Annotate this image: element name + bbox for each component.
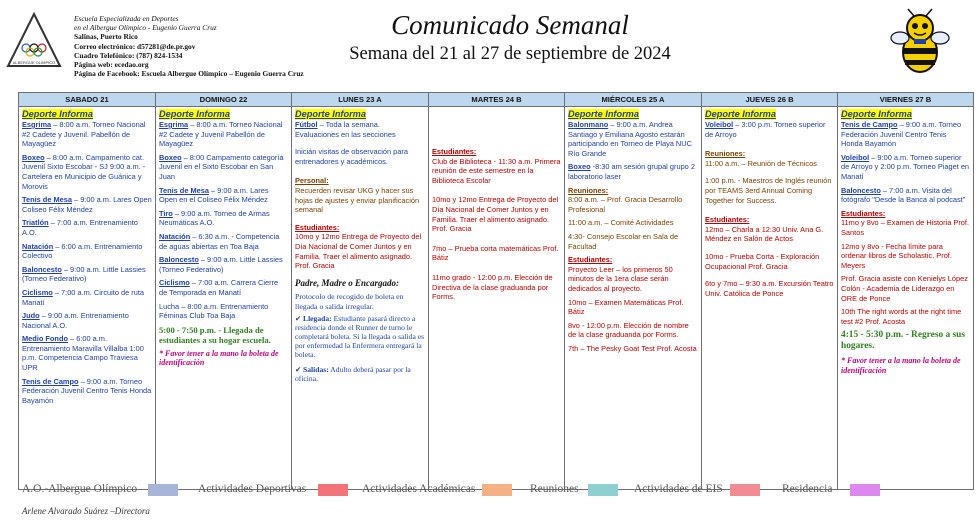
spacer	[432, 109, 561, 147]
personal-text: Recuerden revisar UKG y hacer sus hojas de ajustes y enviar planificación semanal	[295, 185, 420, 215]
list-item	[159, 302, 288, 321]
day-header-viernes: VIERNES 27 B	[838, 93, 974, 107]
school-email: Correo electrónico: d57281@de.pr.gov	[74, 41, 196, 51]
sport-detail: – 9:00 a.m. Lares Open Coliseo Félix Méndez	[22, 195, 152, 214]
legend-swatch-eis	[730, 484, 760, 496]
legend-label-academicas: Actividades Académicas	[362, 483, 476, 495]
sport-name: Ciclismo	[159, 278, 190, 288]
list-item	[841, 186, 970, 205]
sport-detail: – 7:00 a.m. Visita del fotógrafo "Desde la Banca al podcast"	[841, 185, 966, 205]
sport-detail: – 8:00 a.m. Torneo Nacional #2 Cadete y Juvenil. Pabellón de Mayagüez	[22, 120, 146, 149]
day-header-jueves: JUEVES 26 B	[702, 93, 838, 107]
checkmark-icon: ✔	[295, 313, 302, 323]
list-item	[159, 120, 288, 149]
deporte-informa-label: Deporte Informa	[568, 109, 639, 119]
list-item: 8vo - 12:00 p.m. Elección de nombre de la clase graduanda por Forms.	[568, 320, 689, 340]
list-item	[568, 162, 698, 181]
sport-name: Voleibol	[705, 120, 734, 129]
parent-title: Padre, Madre o Encargado:	[295, 277, 399, 288]
day-header-lunes: LUNES 23 A	[292, 93, 429, 107]
legend-swatch-academicas	[482, 484, 512, 496]
list-item	[159, 232, 288, 251]
bee-mascot-icon	[890, 8, 950, 76]
sport-name: Boxeo	[159, 152, 182, 162]
meetings-label: Reuniones:	[568, 185, 609, 195]
sport-detail: – 8:00 a.m. Torneo Nacional #2 Cadete y Juvenil Pabellón de Mayagüez	[159, 120, 283, 149]
sport-detail: – 9:00 a.m. Andrea Santiago y Emiliana Agosto estarán participando en Torneo de Playa NUC Río Grande	[568, 120, 692, 158]
legend-label-residencia: Residencia	[782, 483, 833, 495]
sport-name: Esgrima	[22, 120, 52, 129]
list-item	[568, 120, 698, 158]
llegada-label: Llegada:	[303, 313, 332, 323]
logo-text: ALBERGUE OLIMPICO	[12, 60, 56, 65]
day-cell-viernes	[838, 107, 974, 490]
list-item	[22, 265, 152, 284]
day-header-martes: MARTES 24 B	[429, 93, 565, 107]
day-cell-jueves	[702, 107, 838, 490]
id-note: * Favor tener a la mano la boleta de identificación	[841, 356, 961, 375]
list-item: 10mo - Prueba Corta - Exploración Ocupacional Prof. Gracia	[705, 251, 820, 271]
list-item: Club de Biblioteca - 11:30 a.m. Primera reunión de este semestre en la Biblioteca Escolar	[432, 156, 561, 185]
day-cell-lunes	[292, 107, 429, 490]
list-item: 11mo y 8vo – Examen de Historia Prof. Santos	[841, 218, 970, 237]
list-item: 8:00 a.m. – Prof. Gracia Desarrollo Profesional	[568, 195, 683, 214]
sport-name: Tenis de Mesa	[159, 185, 209, 195]
day-cell-martes	[429, 107, 565, 490]
llegada-text: Estudiante pasará directo a residencia donde el Runner de turno le completará boleta. Si la llegada o salida es por enfermedad la Enfermera entregará la boleta.	[295, 313, 425, 359]
sport-name: Tiro	[159, 208, 173, 218]
sport-name: Baloncesto	[22, 264, 62, 274]
school-info	[74, 14, 304, 78]
list-item: Proyecto Leer – los primeros 50 minutos de la 1era clase serán dedicados al proyecto.	[568, 264, 673, 293]
page-title: Comunicado Semanal	[391, 10, 629, 40]
sport-name: Baloncesto	[159, 255, 199, 265]
sport-name: Natación	[159, 231, 191, 241]
sport-detail: – 9:00 a.m. Torneo Federación Juvenil Centro Tenis Honda Bayamón	[22, 376, 152, 405]
day-cell-sabado	[19, 107, 156, 490]
sport-name: Medio Fondo	[22, 334, 68, 344]
deporte-informa-label: Deporte Informa	[705, 109, 776, 119]
list-item: 12mo – Charla a 12:30 Univ. Ana G. Méndez en Salón de Actos	[705, 224, 824, 244]
list-item	[22, 195, 152, 214]
list-item	[841, 153, 970, 182]
legend-label-eis: Actividades de EIS	[634, 483, 723, 495]
sport-detail: – 9:00 a.m. Entrenamiento Nacional A.O.	[22, 311, 129, 330]
sport-detail: – Toda la semana. Evaluaciones en las secciones	[295, 120, 396, 139]
sport-detail: – 6:30 a.m. - Competencia de aguas abiertas en Toa Baja	[159, 231, 280, 251]
sport-detail: Lucha – 8:00 a.m. Entrenamiento Féminas Club Toa Baja	[159, 301, 269, 321]
sport-detail: – 8:00 a.m. Campamento cat. Juvenil Sixto Escobar - SJ 9:00 a.m. - Cartelera en Municipio de Guánica y Morovis	[22, 152, 146, 191]
school-name-line2: en el Albergue Olímpico - Eugenio Guerra Cruz	[74, 23, 217, 33]
list-item	[22, 377, 152, 406]
list-item: 7th – The Pesky Goat Test Prof. Acosta	[568, 343, 697, 353]
sport-name: Voleibol	[841, 152, 870, 162]
students-text: 10mo y 12mo Entrega de Proyecto del Día Nacional de Comer Juntos y en Familia. Traer el alimento asignado. Prof. Gracia	[295, 232, 422, 271]
sport-detail: – 9:00 a.m. Little Lassies (Torneo Federativo)	[159, 255, 283, 274]
personal-label: Personal:	[295, 176, 329, 186]
salidas-item	[295, 365, 425, 383]
list-item: 7mo – Prueba corta matemáticas Prof. Bátiz	[432, 243, 559, 263]
sport-name: Tenis de Mesa	[22, 195, 72, 205]
day-cell-domingo	[156, 107, 292, 490]
sport-detail: – 9:00 a.m. Lares Open en el Coliseo Félix Méndez	[159, 185, 269, 205]
legend-label-deportivas: Actividades Deportivas	[198, 483, 307, 495]
students-label: Estudiantes:	[705, 215, 750, 225]
sport-detail: – 9:00 a.m. Torneo de Armas Neumáticas A.O.	[159, 208, 270, 228]
arrival-notice: 5:00 - 7:50 p.m. - Llegada de estudiantes a su hogar escuela.	[159, 324, 271, 345]
sport-detail: – 9:00 a.m. Little Lassies (Torneo Federativo)	[22, 264, 146, 284]
observation-notice: Inicián visitas de observación para entrenadores y académicos.	[295, 147, 408, 166]
sport-name: Boxeo	[22, 152, 45, 162]
return-notice: 4:15 - 5:30 p.m. - Regreso a sus hogares.	[841, 330, 966, 352]
list-item	[22, 288, 152, 307]
sport-detail: – 9:00 a.m. Torneo Federación Juvenil Centro Tenis Honda Bayamón	[841, 120, 962, 149]
deporte-informa-label: Deporte Informa	[22, 109, 93, 119]
sport-detail: – 7:00 a.m. Entrenamiento A.O.	[22, 218, 138, 237]
legend-label-albergue: A.O.-Albergue Olímpico	[22, 483, 138, 495]
list-item: 10th The right words at the right time test #2 Prof. Acosta	[841, 307, 962, 326]
students-label: Estudiantes:	[841, 208, 886, 218]
list-item	[22, 218, 152, 237]
day-cell-miercoles	[565, 107, 702, 490]
header	[0, 0, 980, 92]
sport-name: Triatlón	[22, 218, 49, 228]
llegada-item	[295, 314, 425, 359]
legend-swatch-albergue	[148, 484, 178, 496]
id-note: * Favor tener a la mano la boleta de identificación	[159, 348, 279, 368]
sport-detail: – 6:00 a.m. Entrenamiento Maravilla Villalba 1:00 p.m. Competencia Campo Traviesa UPR	[22, 334, 144, 373]
legend-label-reuniones: Reuniones	[530, 483, 579, 495]
deporte-informa-label: Deporte Informa	[841, 109, 912, 119]
list-item: 1:00 p.m. - Maestros de Inglés reunión por TEAMS 3erd Annual Coming Together for Success.	[705, 176, 832, 205]
sport-detail: – 6:00 a.m. Entrenamiento Colectivo	[22, 241, 143, 261]
list-item	[159, 153, 288, 182]
day-header-domingo: DOMINGO 22	[156, 93, 292, 107]
legend-swatch-residencia	[850, 484, 880, 496]
list-item: 10mo – Examen Matemáticas Prof. Bátiz	[568, 297, 684, 317]
students-label: Estudiantes:	[295, 222, 340, 232]
list-item	[159, 255, 288, 274]
students-label: Estudiantes:	[432, 147, 477, 156]
sport-name: Ciclismo	[22, 287, 53, 297]
list-item: 12mo y 8vo - Fecha límite para ordenar libros de Scholastic. Prof. Meyers	[841, 241, 952, 270]
deporte-informa-label: Deporte Informa	[295, 109, 366, 119]
list-item	[295, 120, 425, 139]
parent-text: Protocolo de recogido de boleta en llegada o salida irregular.	[295, 292, 404, 311]
list-item	[841, 120, 970, 149]
sport-name: Tenis de Campo	[22, 376, 79, 386]
list-item: 11:00 a.m. – Comité Actividades	[568, 218, 674, 228]
list-item	[22, 153, 152, 191]
list-item	[159, 186, 288, 205]
sport-detail: – 8:00 Campamento categoría Juvenil en el Sixto Escobar en San Juan	[159, 152, 284, 181]
salidas-text: Adulto deberá pasar por la oficina.	[295, 364, 411, 383]
deporte-informa-label: Deporte Informa	[159, 109, 230, 119]
school-location: Salinas, Puerto Rico	[74, 32, 138, 42]
sport-name: Judo	[22, 311, 40, 321]
calendar-body-row	[19, 107, 974, 490]
list-item	[22, 242, 152, 261]
sport-detail: – 3:00 p.m. Torneo superior de Arroyo	[705, 120, 826, 139]
sport-name: Boxeo	[568, 162, 591, 172]
list-item: 11:00 a.m. – Reunión de Técnicos	[705, 158, 817, 168]
list-item: Prof. Gracia asiste con Kenielys López Colón - Academia de Liderazgo en ORE de Ponce	[841, 274, 968, 303]
sport-detail: – 7:00 a.m. Circuito de ruta Manatí	[22, 287, 145, 307]
meetings-label: Reuniones:	[705, 149, 746, 159]
sport-name: Baloncesto	[841, 185, 881, 195]
day-header-miercoles: MIÉRCOLES 25 A	[565, 93, 702, 107]
salidas-label: Salidas:	[303, 364, 329, 374]
list-item	[22, 311, 152, 330]
sport-name: Fútbol	[295, 120, 318, 129]
sport-detail: – 7:00 a.m. Carrera Cierre de Temporada en Manatí	[159, 278, 279, 297]
list-item: 4:30- Consejo Escolar en Sala de Facultad	[568, 231, 679, 251]
students-label: Estudiantes:	[568, 255, 613, 265]
legend-swatch-reuniones	[588, 484, 618, 496]
page-subtitle: Semana del 21 al 27 de septiembre de 2024	[349, 44, 671, 64]
day-header-sabado: SABADO 21	[19, 93, 156, 107]
school-name-line1: Escuela Especializada en Deportes	[74, 14, 179, 23]
sport-detail: – 9:00 a.m. Torneo superior de Arroyo y 2:00 p.m. Torneo Piaget en Manatí	[841, 152, 970, 181]
list-item	[159, 209, 288, 228]
list-item	[159, 278, 288, 297]
list-item: 11mo grado - 12:00 p.m. Elección de Directiva de la clase graduanda por Forms.	[432, 272, 553, 302]
sport-detail: -8:30 am sesión grupal grupo 2 laboratorio laser	[568, 162, 695, 181]
weekly-calendar-table	[18, 92, 974, 490]
sport-name: Esgrima	[159, 120, 189, 129]
list-item: 6to y 7mo – 9:30 a.m. Excursión Teatro Univ. Católica de Ponce	[705, 279, 834, 298]
list-item	[705, 120, 834, 139]
sport-name: Natación	[22, 241, 54, 251]
checkmark-icon: ✔	[295, 364, 302, 374]
list-item	[22, 120, 152, 149]
school-facebook: Página de Facebook: Escuela Albergue Olímpico – Eugenio Guerra Cruz	[74, 69, 304, 79]
sport-name: Balonmano	[568, 120, 609, 129]
school-logo-icon	[6, 12, 62, 68]
director-signature: Arlene Alvarado Suárez –Directora	[22, 506, 150, 516]
school-web: Página web: ecedao.org	[74, 60, 149, 70]
calendar-header-row	[19, 93, 974, 107]
legend-swatch-deportivas	[318, 484, 348, 496]
school-phone: Cuadro Telefónico: (787) 824-1534	[74, 50, 183, 60]
sport-name: Tenis de Campo	[841, 120, 898, 129]
list-item	[22, 334, 152, 372]
list-item: 10mo y 12mo Entrega de Proyecto del Día Nacional de Comer Juntos y en Familia. Traer el alimento asignado. Prof. Gracia	[432, 195, 559, 234]
